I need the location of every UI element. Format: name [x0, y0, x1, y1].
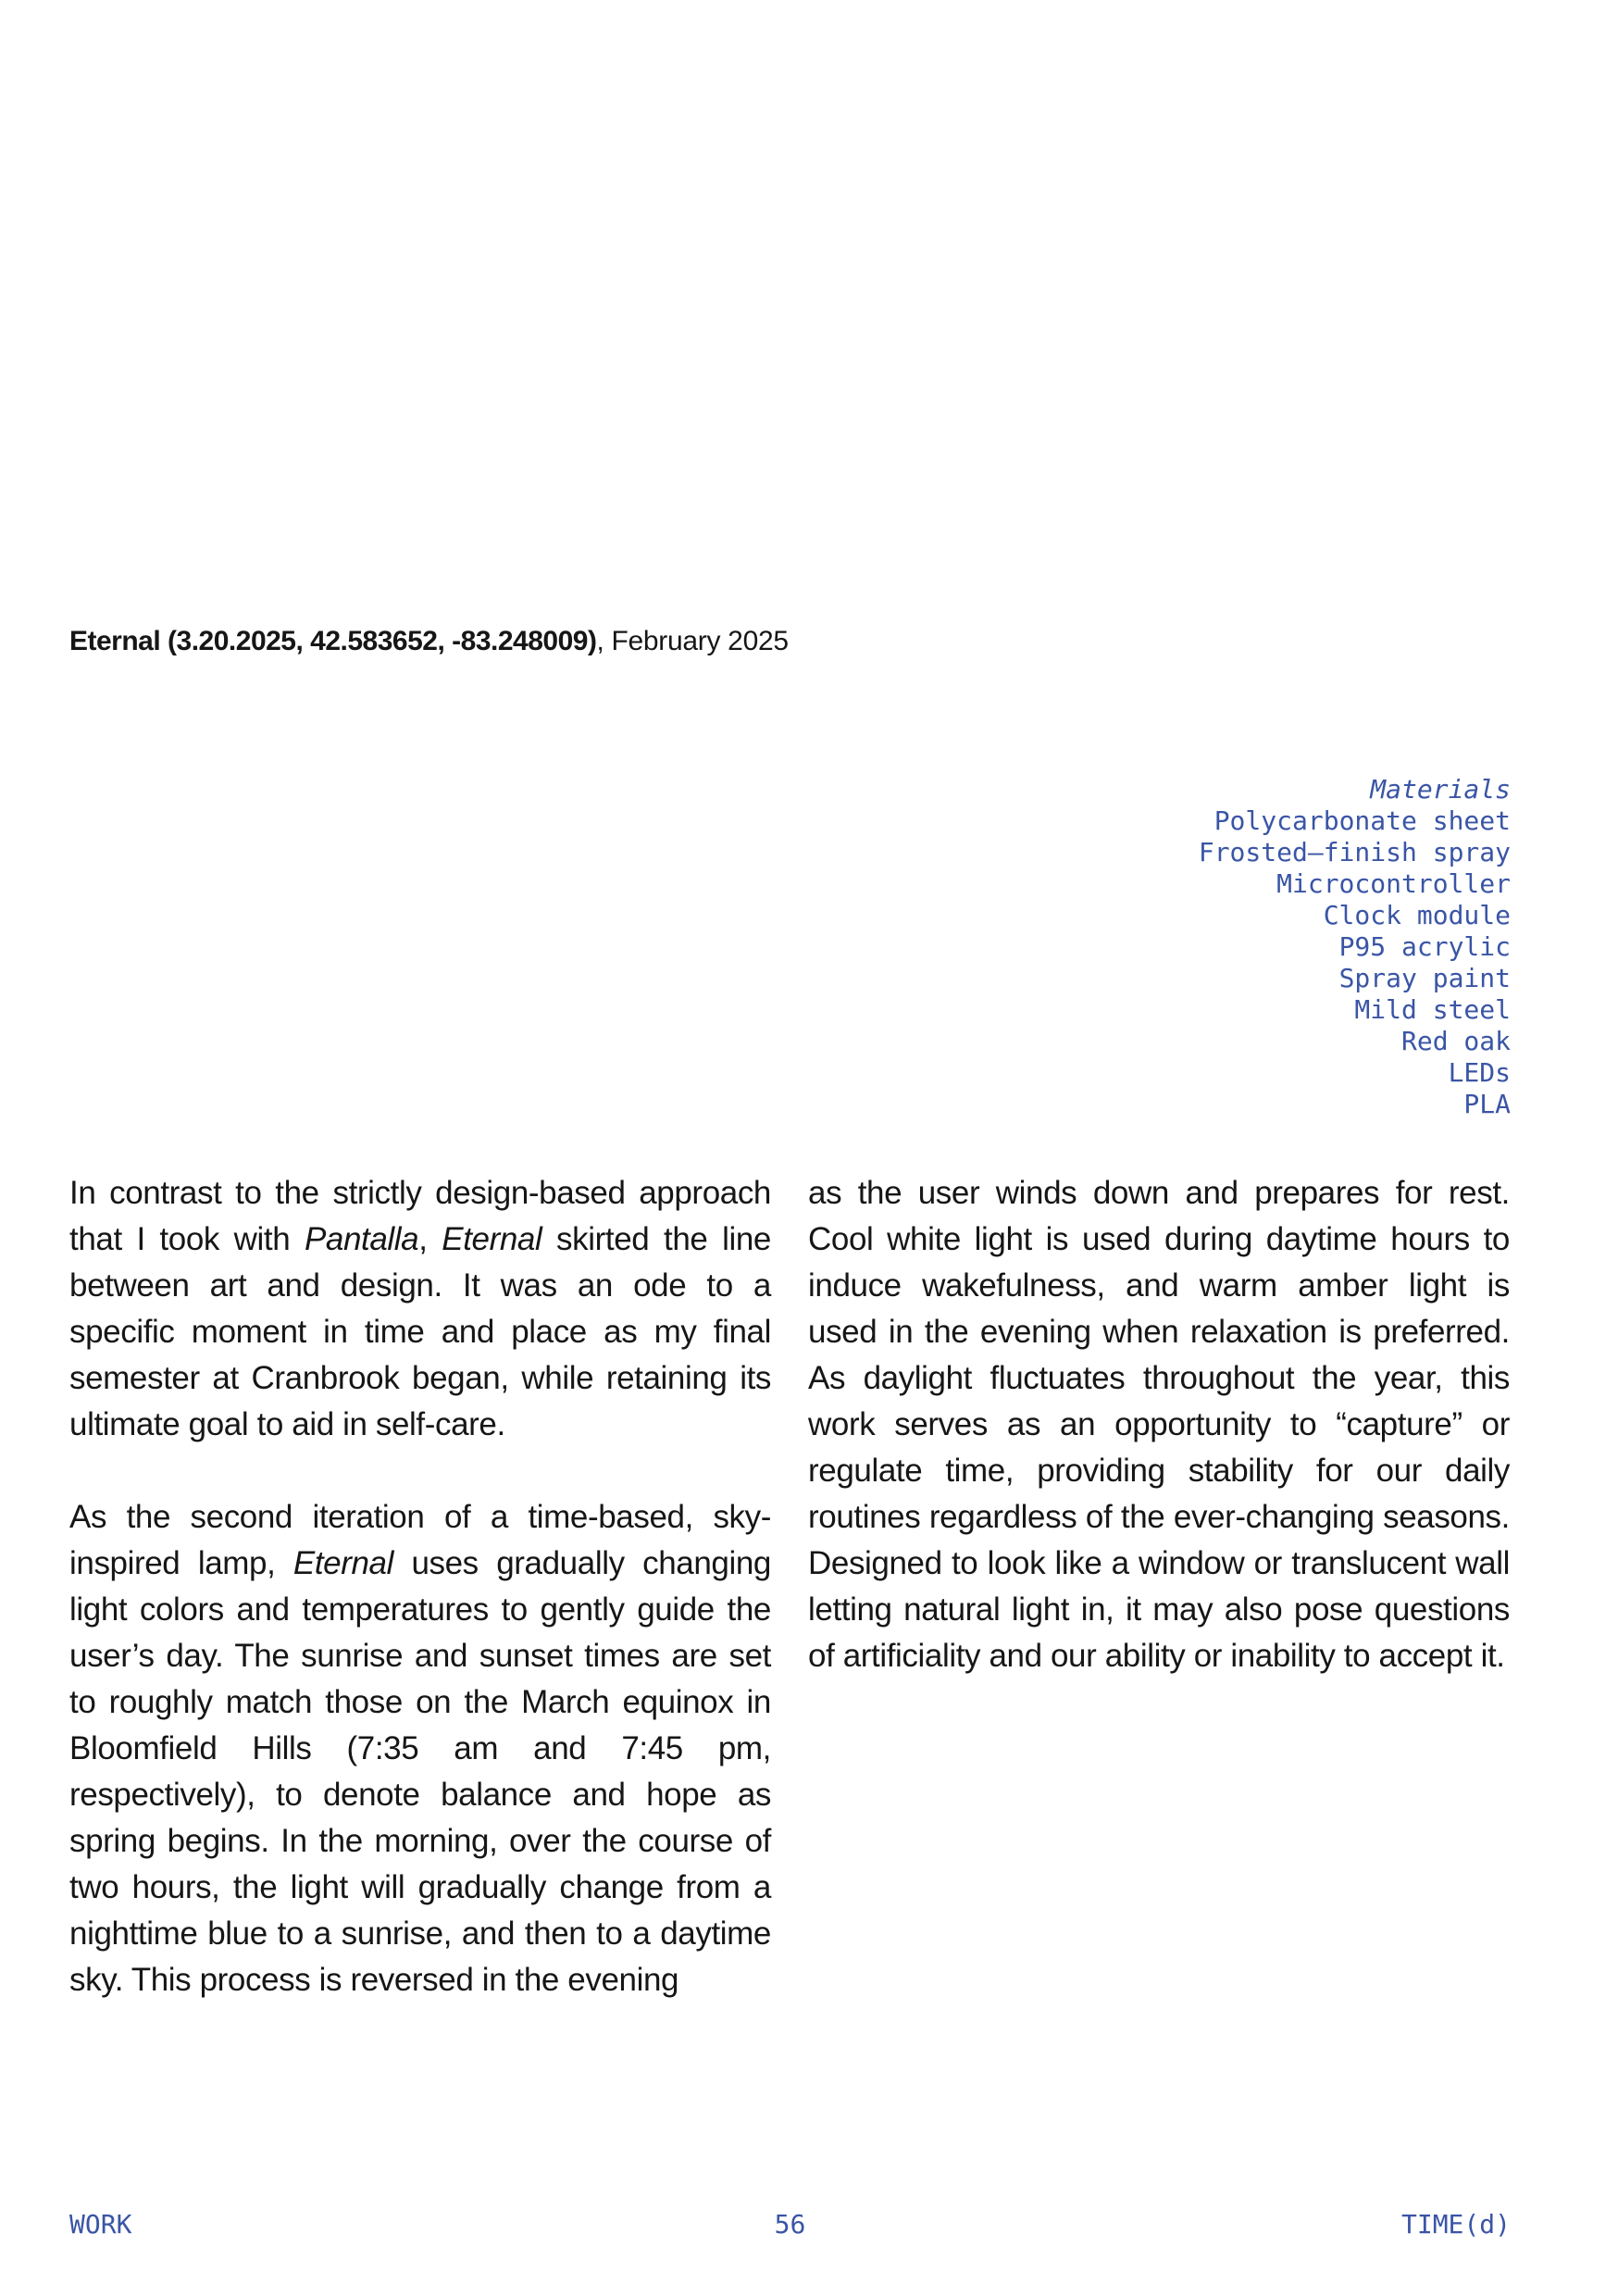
page-footer — [69, 2209, 1511, 2240]
materials-item: Frosted–finish spray — [1198, 837, 1511, 867]
page-title — [69, 624, 789, 659]
paragraph-continuation: as the user winds down and prepares for rest. Cool white light is used during daytime hours to induce wakefulness, and warm amber light is used in the evening when relaxation is preferred. As daylight fluctuates throughout the year, this work serves as an opportunity to “capture” or regulate time, providing stability for our daily routines regardless of the ever-changing seasons. Designed to look like a window or translucent wall letting natural light in, it may also pose questions of artificiality and our ability or inability to accept it. — [808, 1175, 1510, 1674]
footer-chapter-label: TIME(d) — [1400, 2209, 1511, 2240]
title-date: , February 2025 — [596, 626, 789, 656]
materials-item: Red oak — [1400, 1026, 1511, 1056]
materials-item: Microcontroller — [1276, 868, 1511, 899]
footer-section-label: WORK — [69, 2209, 132, 2240]
materials-heading: Materials — [1370, 774, 1511, 805]
materials-item: LEDs — [1448, 1057, 1511, 1088]
paragraph-intro: In contrast to the strictly design-based approach that I took with Pantalla, Eternal skirted the line between art and design. It was an ode to a specific moment in time and place as my final semester at Cranbrook began, while retaining its ultimate goal to aid in self-care. — [69, 1175, 771, 1442]
materials-items — [1199, 805, 1511, 1120]
title-work-name: Eternal (3.20.2025, 42.583652, -83.248009) — [69, 626, 597, 656]
materials-item: Spray paint — [1338, 963, 1511, 993]
page-number: 56 — [774, 2209, 806, 2240]
materials-item: Polycarbonate sheet — [1214, 805, 1511, 836]
body-column-1 — [69, 1170, 771, 2003]
body-column-2 — [808, 1170, 1510, 1679]
materials-item: Clock module — [1323, 900, 1511, 930]
materials-item: Mild steel — [1354, 994, 1511, 1025]
materials-item: P95 acrylic — [1338, 931, 1511, 962]
materials-item: PLA — [1463, 1089, 1511, 1119]
materials-list — [1199, 774, 1511, 1120]
paragraph-description: As the second iteration of a time-based, sky-inspired lamp, Eternal uses gradually changing light colors and temperatures to gently guide the user’s day. The sunrise and sunset times are set to roughly match those on the March equinox in Bloomfield Hills (7:35 am and 7:45 pm, respectively), to denote balance and hope as spring begins. In the morning, over the course of two hours, the light will gradually change from a nighttime blue to a sunrise, and then to a daytime sky. This process is reversed in the evening — [69, 1499, 771, 1998]
